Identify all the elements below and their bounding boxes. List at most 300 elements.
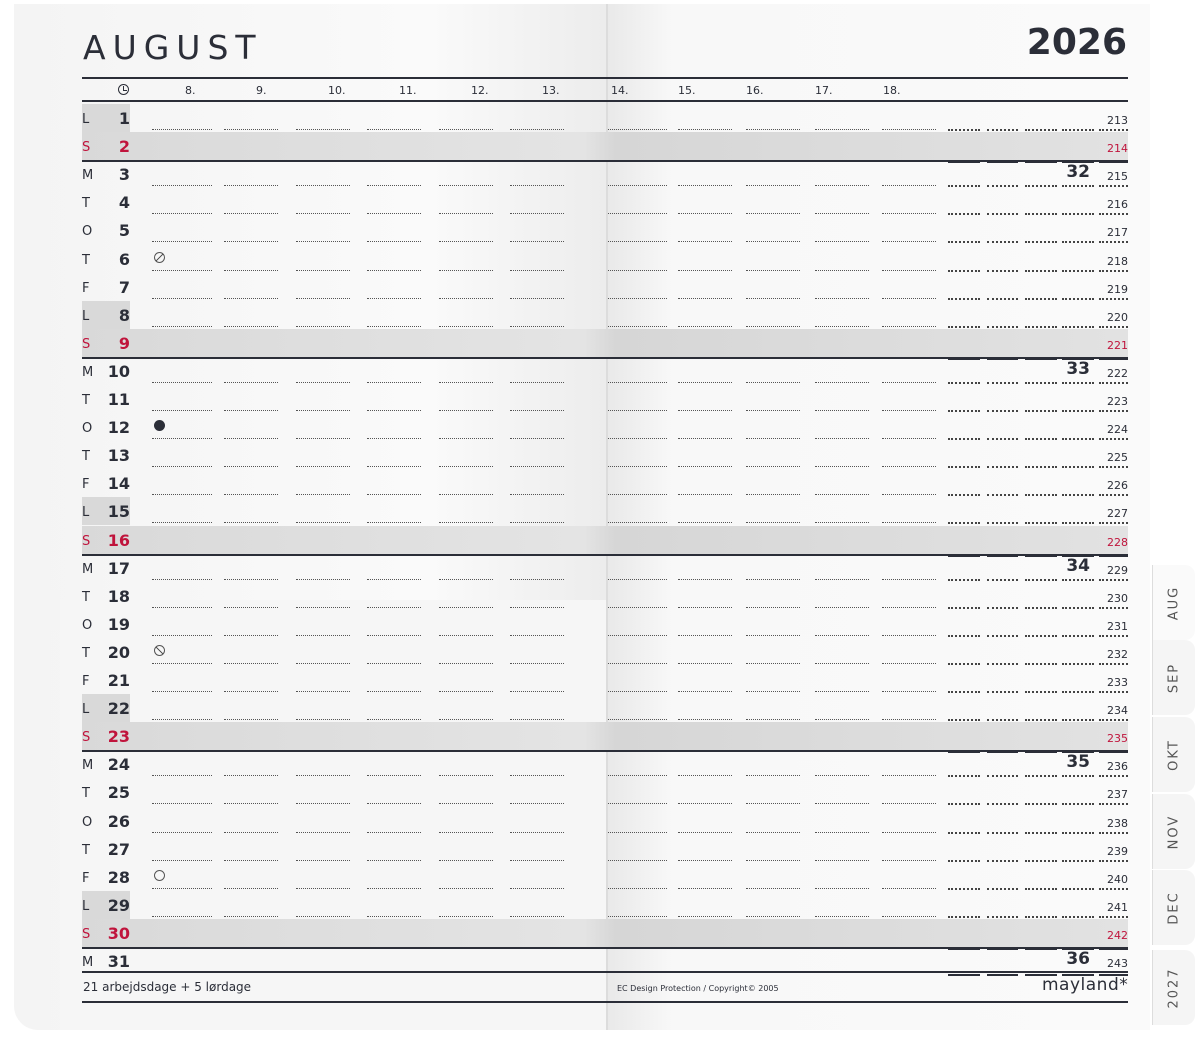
time-slot-line xyxy=(882,803,936,804)
time-slot-line xyxy=(510,832,564,833)
week-number: 35 xyxy=(1066,752,1090,773)
time-slot-line xyxy=(224,775,278,776)
time-slot-line xyxy=(296,635,350,636)
time-slot-line xyxy=(367,663,421,664)
day-row[interactable] xyxy=(82,329,1128,357)
note-line xyxy=(1099,860,1128,862)
time-slot-line xyxy=(815,691,869,692)
day-of-year: 234 xyxy=(1107,704,1128,718)
time-slot-line xyxy=(439,803,493,804)
day-row[interactable] xyxy=(82,554,1128,582)
note-line xyxy=(987,860,1018,862)
time-slot-line xyxy=(296,719,350,720)
time-slot-line xyxy=(224,494,278,495)
time-slot-line xyxy=(439,494,493,495)
note-line xyxy=(987,974,1018,976)
day-row[interactable] xyxy=(82,413,1128,441)
note-line xyxy=(1099,635,1128,637)
time-slot-line xyxy=(608,719,667,720)
note-line xyxy=(1062,382,1094,384)
month-tab-nov[interactable] xyxy=(1152,794,1195,869)
time-slot-line xyxy=(882,888,936,889)
day-of-year: 236 xyxy=(1107,760,1128,774)
day-of-year: 241 xyxy=(1107,900,1128,914)
note-line xyxy=(948,775,980,777)
footer-rule xyxy=(82,1001,1128,1003)
time-slot-line xyxy=(815,438,869,439)
note-line xyxy=(1099,522,1128,524)
note-line xyxy=(948,382,980,384)
time-slot-line xyxy=(224,916,278,917)
day-row[interactable] xyxy=(82,132,1128,160)
time-slot-line xyxy=(224,663,278,664)
day-row[interactable] xyxy=(82,301,1128,329)
month-tab-dec[interactable] xyxy=(1152,870,1195,945)
time-slot-line xyxy=(367,494,421,495)
time-slot-line xyxy=(510,888,564,889)
time-slot-line xyxy=(152,888,212,889)
note-line xyxy=(1025,719,1057,721)
time-slot-line xyxy=(152,494,212,495)
time-slot-line xyxy=(882,382,936,383)
note-line xyxy=(1062,494,1094,496)
note-line xyxy=(987,803,1018,805)
note-line xyxy=(948,241,980,243)
time-slot-line xyxy=(815,663,869,664)
day-row[interactable] xyxy=(82,104,1128,132)
time-slot-line xyxy=(608,860,667,861)
weekday-letter: O xyxy=(82,421,93,437)
time-slot-line xyxy=(296,691,350,692)
month-tab-label: AUG xyxy=(1166,585,1182,620)
time-slot-line xyxy=(815,832,869,833)
time-slot-line xyxy=(152,326,212,327)
day-of-year: 222 xyxy=(1107,366,1128,380)
month-tab-aug[interactable] xyxy=(1152,565,1195,640)
time-slot-line xyxy=(439,438,493,439)
time-slot-line xyxy=(815,298,869,299)
time-slot-line xyxy=(815,522,869,523)
time-slot-line xyxy=(746,803,800,804)
note-line xyxy=(1099,466,1128,468)
time-slot-line xyxy=(746,832,800,833)
time-slot-line xyxy=(296,129,350,130)
time-slot-line xyxy=(608,298,667,299)
hour-label: 9. xyxy=(256,84,267,97)
day-number: 4 xyxy=(118,193,130,213)
time-slot-line xyxy=(296,832,350,833)
time-slot-line xyxy=(439,326,493,327)
weekday-letter: S xyxy=(82,140,91,156)
time-slot-line xyxy=(224,438,278,439)
time-slot-line xyxy=(815,888,869,889)
note-line xyxy=(987,832,1018,834)
time-slot-line xyxy=(882,916,936,917)
time-slot-line xyxy=(678,860,732,861)
note-line xyxy=(948,691,980,693)
hour-label: 14. xyxy=(611,84,629,97)
note-line xyxy=(948,213,980,215)
time-slot-line xyxy=(608,691,667,692)
day-of-year: 216 xyxy=(1107,198,1128,212)
time-slot-line xyxy=(224,691,278,692)
time-slot-line xyxy=(882,522,936,523)
week-number: 34 xyxy=(1066,555,1090,576)
time-slot-line xyxy=(224,832,278,833)
time-slot-line xyxy=(439,635,493,636)
time-slot-line xyxy=(439,663,493,664)
time-slot-line xyxy=(746,326,800,327)
note-line xyxy=(987,382,1018,384)
time-slot-line xyxy=(882,719,936,720)
day-of-year: 230 xyxy=(1107,591,1128,605)
time-slot-line xyxy=(439,241,493,242)
day-row[interactable] xyxy=(82,582,1128,610)
weekday-letter: T xyxy=(82,589,90,605)
time-slot-line xyxy=(224,522,278,523)
day-row[interactable] xyxy=(82,835,1128,863)
time-slot-line xyxy=(367,691,421,692)
day-row[interactable] xyxy=(82,357,1128,385)
time-slot-line xyxy=(296,326,350,327)
time-slot-line xyxy=(296,382,350,383)
note-line xyxy=(1099,410,1128,412)
time-slot-line xyxy=(608,185,667,186)
note-line xyxy=(948,663,980,665)
time-slot-line xyxy=(746,775,800,776)
time-slot-line xyxy=(815,775,869,776)
weekday-letter: S xyxy=(82,926,91,942)
note-line xyxy=(1025,635,1057,637)
day-row[interactable] xyxy=(82,497,1128,525)
time-slot-line xyxy=(678,803,732,804)
time-slot-line xyxy=(678,185,732,186)
time-slot-line xyxy=(815,494,869,495)
note-line xyxy=(987,607,1018,609)
day-number: 21 xyxy=(107,671,130,690)
day-number: 16 xyxy=(107,530,130,550)
time-slot-line xyxy=(882,270,936,271)
day-of-year: 215 xyxy=(1107,170,1128,184)
note-line xyxy=(1025,382,1057,384)
time-slot-line xyxy=(224,860,278,861)
time-slot-line xyxy=(296,663,350,664)
time-slot-line xyxy=(367,382,421,383)
note-line xyxy=(948,607,980,609)
day-row[interactable] xyxy=(82,666,1128,694)
time-slot-line xyxy=(608,803,667,804)
time-slot-line xyxy=(224,803,278,804)
note-line xyxy=(987,719,1018,721)
note-line xyxy=(1062,579,1094,581)
note-line xyxy=(1025,298,1057,300)
hour-label: 13. xyxy=(542,84,560,97)
weekday-letter: L xyxy=(82,898,90,914)
time-slot-line xyxy=(439,466,493,467)
day-of-year: 229 xyxy=(1107,563,1128,577)
day-row[interactable] xyxy=(82,160,1128,188)
time-slot-line xyxy=(296,438,350,439)
time-slot-line xyxy=(882,860,936,861)
time-slot-line xyxy=(296,270,350,271)
time-slot-line xyxy=(510,579,564,580)
time-slot-line xyxy=(608,663,667,664)
month-tab-2027[interactable] xyxy=(1152,950,1195,1025)
time-slot-line xyxy=(510,916,564,917)
time-slot-line xyxy=(746,663,800,664)
note-line xyxy=(1062,270,1094,272)
time-slot-line xyxy=(224,635,278,636)
time-slot-line xyxy=(152,241,212,242)
weekday-letter: T xyxy=(82,252,90,268)
time-slot-line xyxy=(510,438,564,439)
day-row[interactable] xyxy=(82,722,1128,750)
day-number: 2 xyxy=(118,137,130,157)
day-of-year: 213 xyxy=(1107,114,1128,127)
hour-label: 18. xyxy=(883,84,901,97)
time-slot-line xyxy=(678,719,732,720)
note-line xyxy=(948,860,980,862)
time-slot-line xyxy=(296,213,350,214)
hour-label: 8. xyxy=(185,84,196,97)
note-line xyxy=(987,916,1018,918)
time-slot-line xyxy=(815,719,869,720)
time-slot-line xyxy=(746,635,800,636)
note-line xyxy=(948,185,980,187)
time-slot-line xyxy=(678,691,732,692)
weekday-letter: F xyxy=(82,477,90,493)
time-slot-line xyxy=(152,382,212,383)
time-slot-line xyxy=(296,298,350,299)
day-row[interactable] xyxy=(82,610,1128,638)
day-of-year: 240 xyxy=(1107,872,1128,886)
day-row[interactable] xyxy=(82,188,1128,216)
time-slot-line xyxy=(882,326,936,327)
day-row[interactable] xyxy=(82,245,1128,273)
note-line xyxy=(987,298,1018,300)
time-slot-line xyxy=(439,410,493,411)
time-slot-line xyxy=(367,832,421,833)
day-row[interactable] xyxy=(82,526,1128,554)
time-slot-line xyxy=(152,860,212,861)
day-number: 24 xyxy=(107,755,130,775)
time-slot-line xyxy=(815,382,869,383)
header-top-rule xyxy=(82,77,1128,79)
time-slot-line xyxy=(152,916,212,917)
note-line xyxy=(1062,185,1094,187)
day-of-year: 221 xyxy=(1107,338,1128,352)
time-slot-line xyxy=(608,579,667,580)
time-slot-line xyxy=(152,298,212,299)
day-number: 20 xyxy=(107,642,130,662)
time-slot-line xyxy=(439,298,493,299)
note-line xyxy=(948,438,980,440)
time-slot-line xyxy=(678,326,732,327)
day-row[interactable] xyxy=(82,469,1128,497)
time-slot-line xyxy=(367,241,421,242)
time-slot-line xyxy=(510,185,564,186)
week-number: 33 xyxy=(1066,358,1090,379)
time-slot-line xyxy=(882,298,936,299)
note-line xyxy=(987,579,1018,581)
time-slot-line xyxy=(815,241,869,242)
weekday-letter: L xyxy=(82,308,90,324)
time-slot-line xyxy=(296,775,350,776)
note-line xyxy=(1099,719,1128,721)
note-line xyxy=(1062,607,1094,609)
note-line xyxy=(1099,663,1128,665)
month-tab-sep[interactable] xyxy=(1152,640,1195,715)
day-of-year: 214 xyxy=(1107,142,1128,156)
time-slot-line xyxy=(746,579,800,580)
note-line xyxy=(1025,888,1057,890)
day-row[interactable] xyxy=(82,216,1128,244)
hour-label: 10. xyxy=(328,84,346,97)
note-line xyxy=(1062,298,1094,300)
time-slot-line xyxy=(815,916,869,917)
note-line xyxy=(1025,803,1057,805)
note-line xyxy=(1099,326,1128,328)
note-line xyxy=(1025,326,1057,328)
workdays-summary: 21 arbejdsdage + 5 lørdage xyxy=(83,980,252,994)
day-row[interactable] xyxy=(82,750,1128,778)
note-line xyxy=(987,466,1018,468)
day-number: 19 xyxy=(107,614,130,634)
hour-label: 17. xyxy=(815,84,833,97)
note-line xyxy=(948,832,980,834)
time-slot-line xyxy=(678,241,732,242)
note-line xyxy=(1062,466,1094,468)
time-slot-line xyxy=(608,635,667,636)
note-line xyxy=(987,522,1018,524)
time-slot-line xyxy=(678,129,732,130)
month-tab-label: OKT xyxy=(1166,738,1182,771)
weekday-letter: S xyxy=(82,730,91,746)
note-line xyxy=(1025,691,1057,693)
weekday-letter: F xyxy=(82,674,90,689)
note-line xyxy=(987,775,1018,777)
day-row[interactable] xyxy=(82,441,1128,469)
note-line xyxy=(1099,241,1128,243)
day-number: 10 xyxy=(107,361,130,381)
time-slot-line xyxy=(678,579,732,580)
note-line xyxy=(1062,719,1094,721)
time-slot-line xyxy=(815,326,869,327)
day-of-year: 223 xyxy=(1107,395,1128,408)
note-line xyxy=(948,298,980,300)
time-slot-line xyxy=(510,635,564,636)
day-number: 17 xyxy=(107,558,130,578)
time-slot-line xyxy=(882,775,936,776)
time-slot-line xyxy=(296,185,350,186)
time-slot-line xyxy=(296,522,350,523)
note-line xyxy=(1099,494,1128,496)
weekday-letter: F xyxy=(82,280,90,296)
time-slot-line xyxy=(439,832,493,833)
time-slot-line xyxy=(746,129,800,130)
time-slot-line xyxy=(678,494,732,495)
month-tab-okt[interactable] xyxy=(1152,717,1195,792)
note-line xyxy=(987,494,1018,496)
time-slot-line xyxy=(608,775,667,776)
time-slot-line xyxy=(152,410,212,411)
day-row[interactable] xyxy=(82,273,1128,301)
day-row[interactable] xyxy=(82,919,1128,947)
day-row[interactable] xyxy=(82,778,1128,806)
time-slot-line xyxy=(678,213,732,214)
moon-phase-icon xyxy=(154,645,165,656)
day-number: 27 xyxy=(107,839,130,859)
weekday-letter: L xyxy=(82,112,90,127)
day-row[interactable] xyxy=(82,638,1128,666)
day-row[interactable] xyxy=(82,891,1128,919)
time-slot-line xyxy=(882,466,936,467)
note-line xyxy=(987,691,1018,693)
month-tab-label: NOV xyxy=(1166,814,1182,849)
day-number: 8 xyxy=(118,305,130,325)
time-slot-line xyxy=(152,270,212,271)
time-slot-line xyxy=(815,129,869,130)
day-row[interactable] xyxy=(82,694,1128,722)
brand-logo: mayland* xyxy=(1042,975,1129,995)
day-row[interactable] xyxy=(82,385,1128,413)
note-line xyxy=(1062,888,1094,890)
weekday-letter: M xyxy=(82,364,94,380)
time-slot-line xyxy=(882,410,936,411)
day-number: 14 xyxy=(107,474,130,494)
time-slot-line xyxy=(608,888,667,889)
note-line xyxy=(987,410,1018,412)
time-slot-line xyxy=(367,466,421,467)
day-number: 6 xyxy=(118,249,130,269)
note-line xyxy=(1099,129,1128,131)
weekday-letter: O xyxy=(82,224,93,240)
time-slot-line xyxy=(152,719,212,720)
time-slot-line xyxy=(224,719,278,720)
time-slot-line xyxy=(152,832,212,833)
note-line xyxy=(1025,241,1057,243)
time-slot-line xyxy=(224,326,278,327)
note-line xyxy=(1025,466,1057,468)
time-slot-line xyxy=(367,888,421,889)
hour-label: 16. xyxy=(746,84,764,97)
note-line xyxy=(948,466,980,468)
day-row[interactable] xyxy=(82,863,1128,891)
day-row[interactable] xyxy=(82,807,1128,835)
note-line xyxy=(1062,691,1094,693)
time-slot-line xyxy=(152,635,212,636)
day-number: 3 xyxy=(118,165,130,185)
time-slot-line xyxy=(678,410,732,411)
time-slot-line xyxy=(608,438,667,439)
time-slot-line xyxy=(746,466,800,467)
time-slot-line xyxy=(746,691,800,692)
time-slot-line xyxy=(367,410,421,411)
time-slot-line xyxy=(678,522,732,523)
note-line xyxy=(948,579,980,581)
month-title: AUGUST xyxy=(83,28,263,67)
note-line xyxy=(1062,860,1094,862)
month-tab-label: SEP xyxy=(1166,662,1182,693)
moon-phase-icon xyxy=(154,252,165,263)
time-slot-line xyxy=(678,270,732,271)
note-line xyxy=(987,635,1018,637)
time-slot-line xyxy=(678,298,732,299)
time-slot-line xyxy=(510,663,564,664)
time-slot-line xyxy=(608,241,667,242)
day-of-year: 219 xyxy=(1107,282,1128,296)
time-slot-line xyxy=(152,607,212,608)
